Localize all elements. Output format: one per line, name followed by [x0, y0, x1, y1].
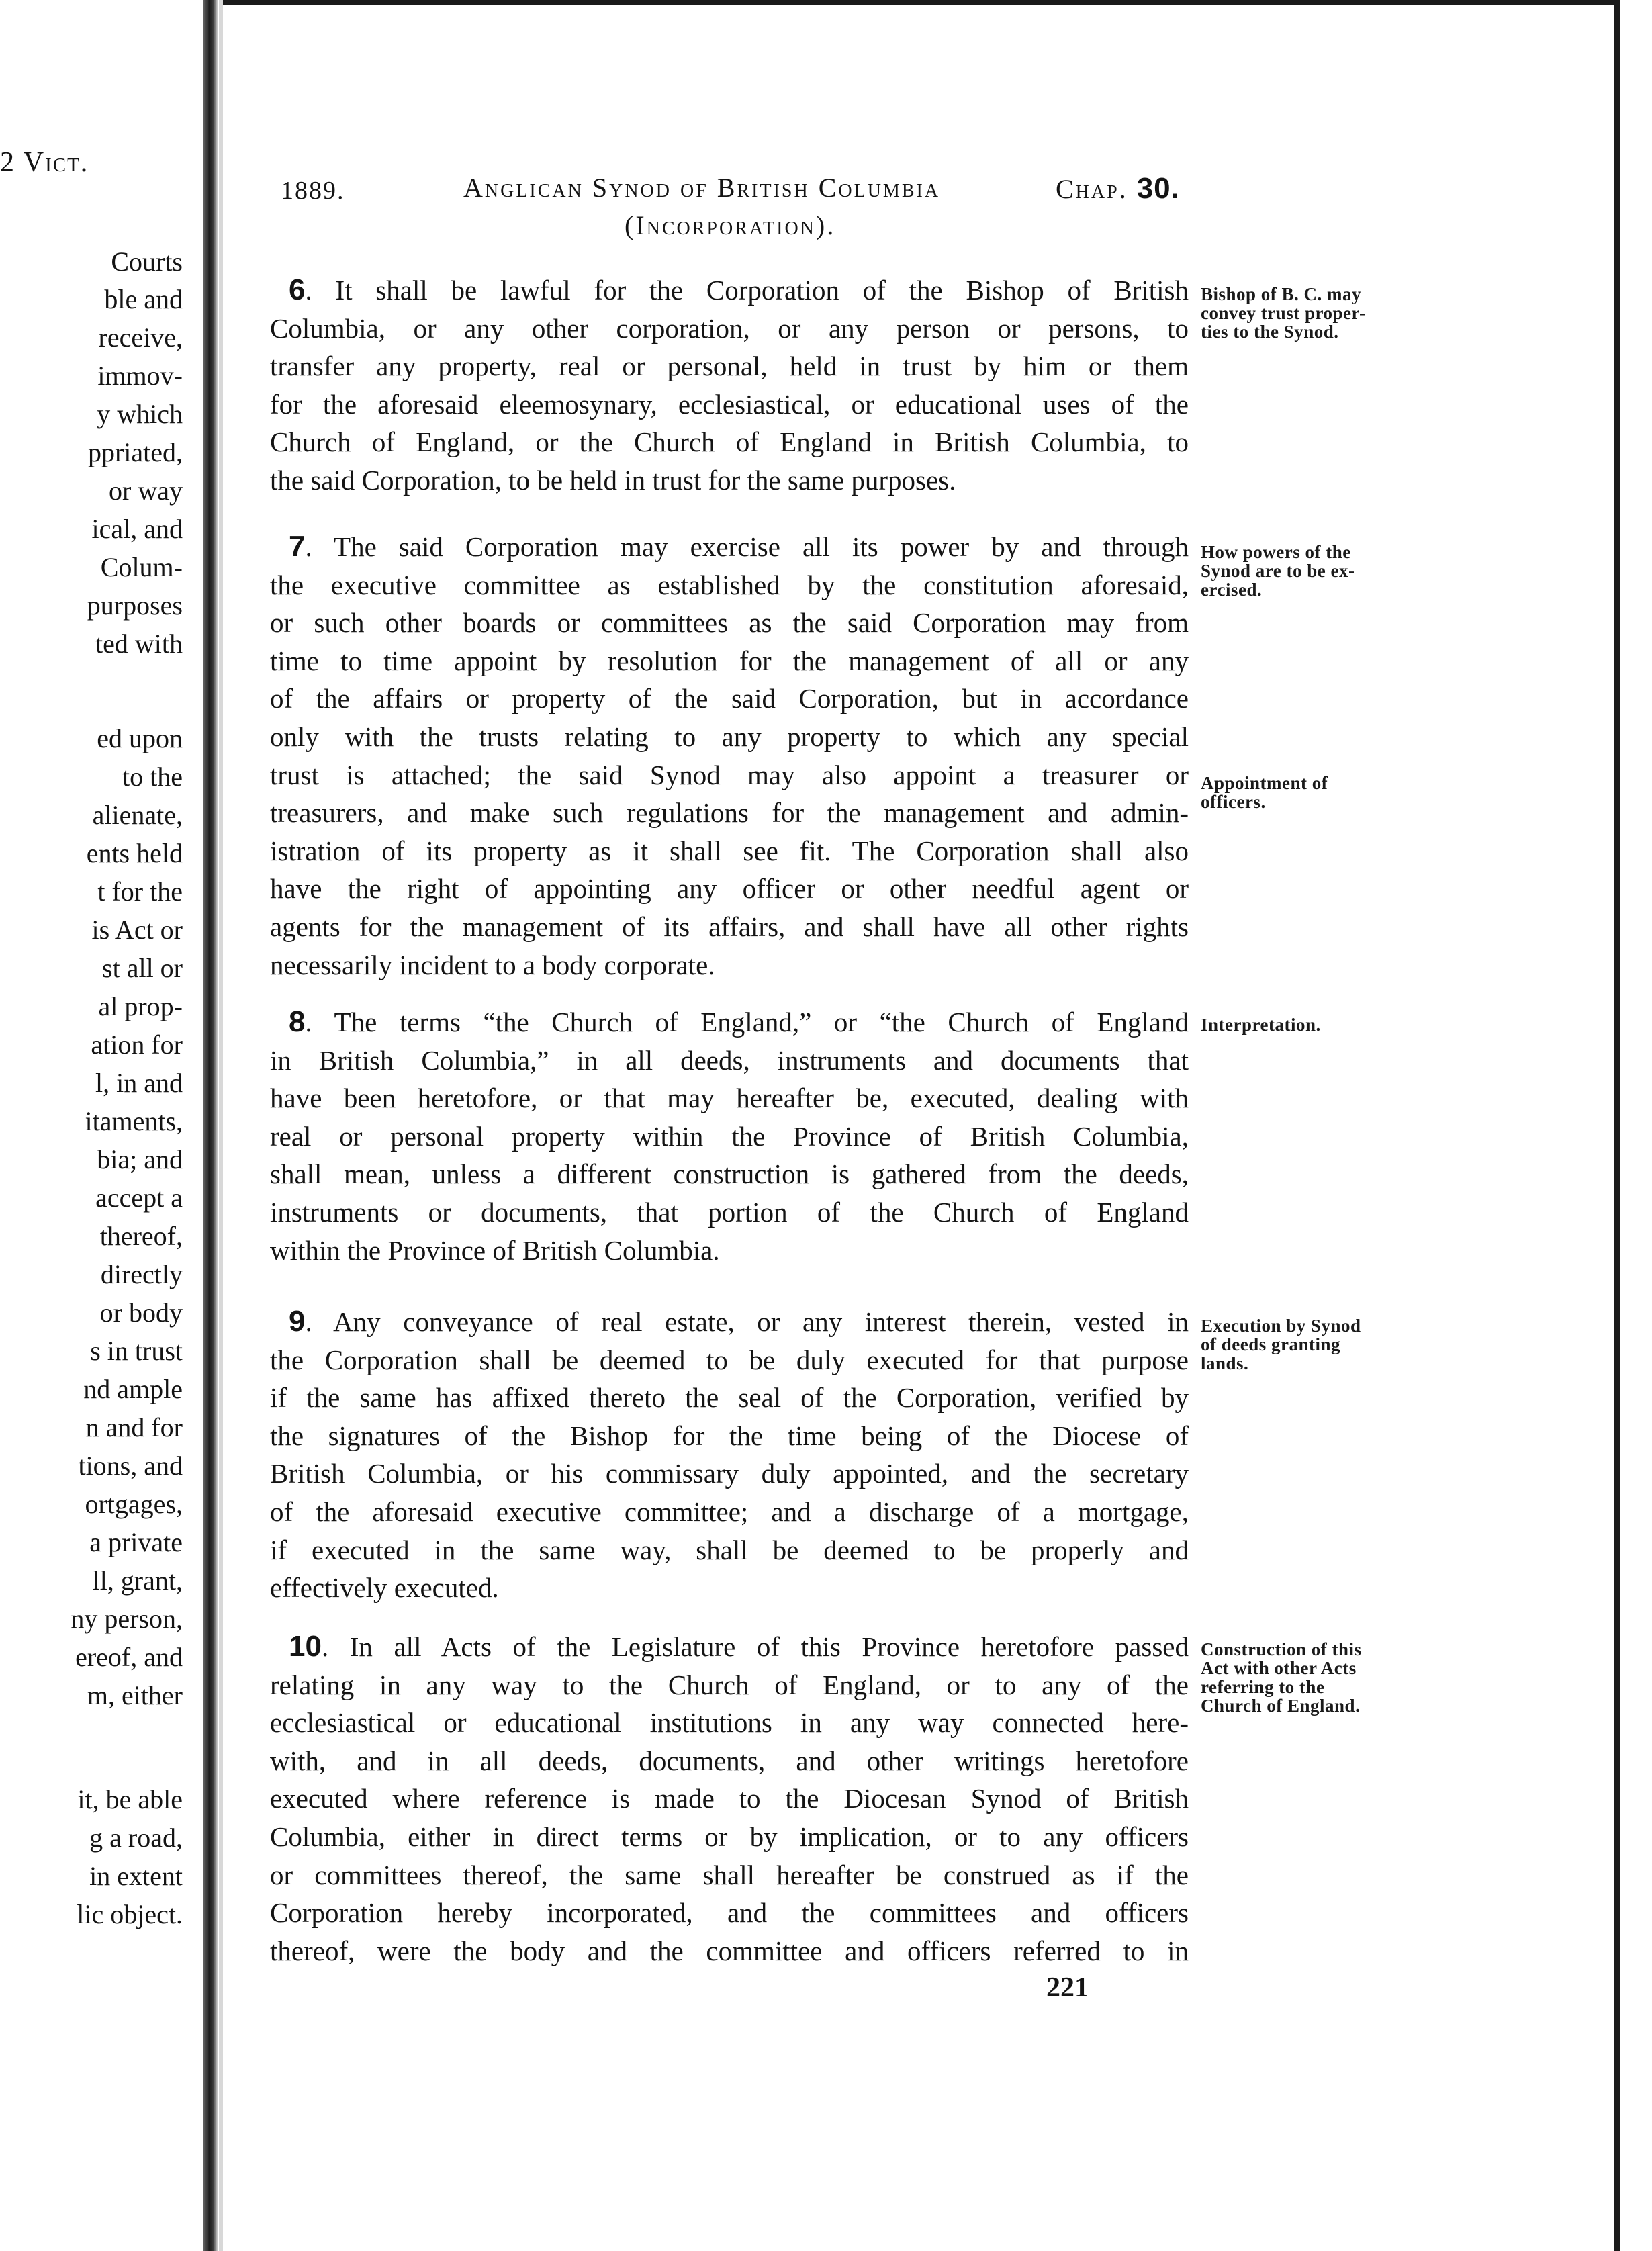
section-line: or committees thereof, the same shall hereafter be construed as if the: [270, 1859, 1189, 1890]
section-9: [270, 1303, 1189, 1607]
facing-page-header: 2 Vict.: [0, 147, 89, 178]
margin-note: [1201, 774, 1416, 811]
section-line: the said Corporation, to be held in trust for the same purposes.: [270, 464, 956, 496]
facing-page-line: ted with: [95, 629, 183, 659]
section-line: Columbia, or any other corporation, or any person or persons, to: [270, 312, 1189, 344]
scan-border-top: [223, 0, 1620, 5]
book-gutter: [219, 0, 223, 2251]
section-number: 10: [289, 1630, 322, 1663]
section-line: instruments or documents, that portion of the Church of England: [270, 1196, 1189, 1228]
facing-page-line: itaments,: [85, 1106, 183, 1136]
section-line: the signatures of the Bishop for the time being of the Diocese of: [270, 1420, 1189, 1451]
section-number: 6: [289, 273, 306, 306]
facing-page-fragment: [0, 0, 195, 2251]
section-6: [270, 271, 1189, 500]
section-line: of the affairs or property of the said Corporation, but in accordance: [270, 683, 1189, 715]
section-line: Columbia, either in direct terms or by implication, or to any officers: [270, 1821, 1189, 1852]
facing-page-line: s in trust: [90, 1336, 183, 1366]
section-10: [270, 1628, 1189, 1970]
section-line: [270, 1303, 1189, 1341]
facing-page-line: to the: [122, 762, 183, 792]
section-line: Church of England, or the Church of England in British Columbia, to: [270, 426, 1189, 458]
header-chapter-label: Chap.: [1056, 174, 1128, 204]
facing-page-line: a private: [89, 1527, 183, 1557]
margin-note: [1201, 285, 1416, 341]
section-line: [270, 271, 1189, 310]
facing-page-line: n and for: [85, 1412, 183, 1442]
facing-page-line: bia; and: [97, 1144, 183, 1175]
section-line: if executed in the same way, shall be deemed to be properly and: [270, 1534, 1189, 1565]
section-line: trust is attached; the said Synod may also appoint a treasurer or: [270, 759, 1189, 790]
section-line: treasurers, and make such regulations for the management and admin-: [270, 797, 1189, 829]
section-line: relating in any way to the Church of England, or to any of the: [270, 1669, 1189, 1700]
facing-page-line: ppriated,: [87, 437, 183, 467]
section-number: 9: [289, 1305, 306, 1338]
section-text: . Any conveyance of real estate, or any interest therein, vested in: [305, 1306, 1189, 1337]
margin-note-line: Interpretation.: [1201, 1015, 1321, 1035]
margin-note-line: Act with other Acts: [1201, 1658, 1357, 1678]
facing-page-line: al prop-: [98, 991, 183, 1021]
margin-note-line: convey trust proper-: [1201, 303, 1366, 323]
margin-note-line: Execution by Synod: [1201, 1316, 1361, 1336]
margin-note-line: Bishop of B. C. may: [1201, 284, 1362, 304]
facing-page-line: it, be able: [77, 1784, 183, 1814]
facing-page-line: directly: [100, 1259, 183, 1289]
facing-page-line: st all or: [102, 953, 183, 983]
section-line: of the aforesaid executive committee; and a discharge of a mortgage,: [270, 1496, 1189, 1527]
margin-note-line: of deeds granting: [1201, 1334, 1341, 1354]
section-line: executed where reference is made to the Diocesan Synod of British: [270, 1783, 1189, 1814]
section-7: [270, 528, 1189, 984]
section-line: with, and in all deeds, documents, and other writings heretofore: [270, 1745, 1189, 1776]
facing-page-line: or body: [99, 1297, 183, 1328]
margin-note-line: ties to the Synod.: [1201, 322, 1339, 342]
section-line: necessarily incident to a body corporate.: [270, 949, 715, 980]
facing-page-line: ical, and: [91, 514, 183, 544]
section-line: only with the trusts relating to any property to which any special: [270, 721, 1189, 752]
facing-page-line: ed upon: [97, 723, 183, 753]
facing-page-line: ll, grant,: [92, 1565, 183, 1596]
margin-note-line: officers.: [1201, 792, 1266, 812]
facing-page-line: Courts: [111, 246, 183, 277]
facing-page-line: t for the: [97, 876, 183, 907]
section-line: istration of its property as it shall see fit. The Corporation shall also: [270, 835, 1189, 866]
scan-border-right: [1614, 0, 1620, 2251]
section-line: [270, 1003, 1189, 1042]
section-line: agents for the management of its affairs, and shall have all other rights: [270, 911, 1189, 942]
section-line: if the same has affixed thereto the seal of the Corporation, verified by: [270, 1382, 1189, 1414]
facing-page-line: immov-: [97, 361, 183, 391]
facing-page-line: or way: [109, 475, 183, 506]
section-line: within the Province of British Columbia.: [270, 1234, 720, 1266]
book-spine: [203, 0, 218, 2251]
section-number: 8: [289, 1005, 306, 1038]
section-line: time to time appoint by resolution for the management of all or any: [270, 645, 1189, 676]
margin-note-line: Appointment of: [1201, 773, 1328, 793]
section-line: real or personal property within the Province of British Columbia,: [270, 1120, 1189, 1152]
section-text: . The said Corporation may exercise all its power by and through: [305, 531, 1189, 562]
margin-note-line: ercised.: [1201, 580, 1263, 600]
facing-page-line: l, in and: [95, 1068, 183, 1098]
facing-page-line: nd ample: [83, 1374, 183, 1404]
facing-page-line: g a road,: [89, 1823, 183, 1853]
section-line: for the aforesaid eleemosynary, ecclesiastical, or educational uses of the: [270, 388, 1189, 420]
facing-page-line: y which: [97, 399, 183, 429]
header-subtitle: (Incorporation).: [625, 210, 836, 240]
facing-page-line: alienate,: [92, 800, 183, 830]
section-line: or such other boards or committees as the said Corporation may from: [270, 607, 1189, 639]
header-chapter: [1056, 172, 1180, 205]
facing-page-line: m, either: [87, 1680, 183, 1710]
section-text: . The terms “the Church of England,” or “the Church of England: [305, 1007, 1189, 1038]
facing-page-line: ation for: [91, 1029, 183, 1060]
facing-page-line: ny person,: [71, 1604, 183, 1634]
facing-page-line: ents held: [86, 838, 183, 868]
facing-page-line: tions, and: [78, 1451, 183, 1481]
margin-note-line: lands.: [1201, 1353, 1249, 1373]
facing-page-line: is Act or: [91, 915, 183, 945]
section-line: have the right of appointing any officer or other needful agent or: [270, 873, 1189, 905]
section-line: [270, 1628, 1189, 1666]
header-chapter-number: 30.: [1136, 172, 1180, 205]
section-number: 7: [289, 530, 306, 563]
page-number: 221: [1046, 1972, 1089, 2003]
section-line: ecclesiastical or educational institutions in any way connected here-: [270, 1707, 1189, 1739]
section-line: the Corporation shall be deemed to be duly executed for that purpose: [270, 1344, 1189, 1375]
facing-page-line: purposes: [87, 590, 183, 621]
section-line: British Columbia, or his commissary duly appointed, and the secretary: [270, 1458, 1189, 1489]
section-text: . In all Acts of the Legislature of this Province heretofore passed: [321, 1631, 1189, 1662]
header-title: Anglican Synod of British Columbia: [463, 173, 941, 203]
section-8: [270, 1003, 1189, 1269]
margin-note-line: Construction of this: [1201, 1639, 1362, 1659]
facing-page-line: thereof,: [99, 1221, 183, 1251]
margin-note: [1201, 543, 1416, 599]
facing-page-line: accept a: [95, 1183, 183, 1213]
margin-note-line: How powers of the: [1201, 542, 1351, 562]
margin-note: [1201, 1015, 1416, 1034]
section-line: in British Columbia,” in all deeds, instruments and documents that: [270, 1044, 1189, 1076]
facing-page-line: Colum-: [100, 552, 183, 582]
margin-note: [1201, 1640, 1416, 1715]
margin-note-line: Synod are to be ex-: [1201, 561, 1355, 581]
header-year: 1889.: [281, 177, 345, 205]
section-line: [270, 528, 1189, 566]
margin-note-line: Church of England.: [1201, 1696, 1361, 1716]
facing-page-line: ortgages,: [85, 1489, 183, 1519]
facing-page-line: lic object.: [77, 1899, 183, 1929]
section-line: the executive committee as established by the constitution aforesaid,: [270, 569, 1189, 600]
section-line: Corporation hereby incorporated, and the committees and officers: [270, 1897, 1189, 1929]
section-line: have been heretofore, or that may hereafter be, executed, dealing with: [270, 1083, 1189, 1114]
facing-page-line: ereof, and: [75, 1642, 183, 1672]
margin-note: [1201, 1316, 1416, 1373]
facing-page-line: receive,: [98, 322, 183, 353]
facing-page-line: ble and: [104, 284, 183, 314]
facing-page-line: in extent: [89, 1861, 183, 1891]
section-line: transfer any property, real or personal, held in trust by him or them: [270, 351, 1189, 382]
section-line: shall mean, unless a different construction is gathered from the deeds,: [270, 1158, 1189, 1190]
section-line: thereof, were the body and the committee and officers referred to in: [270, 1935, 1189, 1966]
section-line: effectively executed.: [270, 1572, 499, 1604]
margin-note-line: referring to the: [1201, 1677, 1325, 1697]
section-text: . It shall be lawful for the Corporation of the Bishop of British: [305, 275, 1189, 306]
